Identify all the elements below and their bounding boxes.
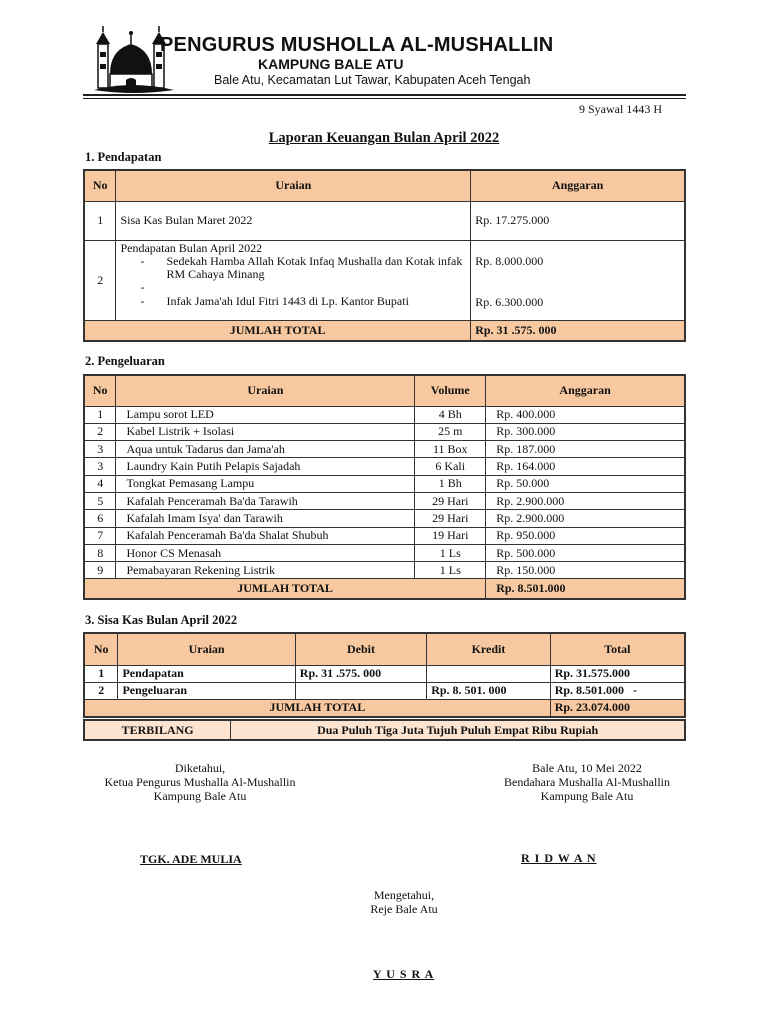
signature-block-center — [304, 888, 504, 916]
row-volume: 11 Box — [415, 441, 486, 458]
col-header-no: No — [84, 633, 118, 665]
income-group-title: Pendapatan Bulan April 2022 — [120, 240, 263, 255]
signature-org: Kampung Bale Atu — [540, 789, 634, 803]
row-no: 7 — [84, 527, 116, 544]
row-uraian: Kafalah Penceramah Ba'da Shalat Shubuh — [116, 527, 415, 544]
table-row — [84, 562, 685, 579]
row-no: 2 — [84, 423, 116, 440]
signature-role: Reje Bale Atu — [370, 902, 438, 916]
row-no: 2 — [84, 240, 116, 320]
col-header-debit: Debit — [295, 633, 426, 665]
table-row — [84, 423, 685, 440]
col-header-total: Total — [550, 633, 685, 665]
col-header-uraian: Uraian — [116, 170, 471, 201]
col-header-uraian: Uraian — [118, 633, 295, 665]
row-volume: 29 Hari — [415, 510, 486, 527]
row-uraian: Sisa Kas Bulan Maret 2022 — [116, 201, 471, 240]
row-anggaran: Rp. 300.000 — [486, 423, 685, 440]
table-row — [84, 682, 685, 699]
income-amount: Rp. 8.000.000 — [475, 253, 544, 268]
list-item — [120, 255, 466, 281]
terbilang-value: Dua Puluh Tiga Juta Tujuh Puluh Empat Ribu Rupiah — [231, 720, 685, 740]
row-anggaran: Rp. 400.000 — [486, 406, 685, 423]
header-divider-thin — [83, 98, 686, 99]
row-no: 1 — [84, 406, 116, 423]
row-uraian: Pemabayaran Rekening Listrik — [116, 562, 415, 579]
table-row — [84, 527, 685, 544]
col-header-anggaran: Anggaran — [471, 170, 685, 201]
table-row — [84, 510, 685, 527]
village-name: KAMPUNG BALE ATU — [258, 56, 404, 72]
row-volume: 1 Ls — [415, 544, 486, 561]
total-label: JUMLAH TOTAL — [84, 320, 471, 341]
row-kredit: Rp. 8. 501. 000 — [427, 682, 551, 699]
row-debit: Rp. 31 .575. 000 — [295, 665, 426, 682]
row-anggaran: Rp. 2.900.000 — [486, 510, 685, 527]
terbilang-table — [83, 719, 686, 741]
row-anggaran — [471, 240, 685, 320]
balance-table — [83, 632, 686, 718]
row-no: 1 — [84, 201, 116, 240]
col-header-no: No — [84, 170, 116, 201]
total-label: JUMLAH TOTAL — [84, 579, 486, 599]
row-no: 5 — [84, 492, 116, 509]
row-no: 2 — [84, 682, 118, 699]
row-volume: 6 Kali — [415, 458, 486, 475]
table-row — [84, 544, 685, 561]
row-anggaran: Rp. 50.000 — [486, 475, 685, 492]
expense-table — [83, 374, 686, 600]
col-header-volume: Volume — [415, 375, 486, 406]
row-volume: 19 Hari — [415, 527, 486, 544]
total-row — [84, 699, 685, 717]
table-row — [84, 458, 685, 475]
row-volume: 29 Hari — [415, 492, 486, 509]
row-anggaran: Rp. 2.900.000 — [486, 492, 685, 509]
row-uraian: Lampu sorot LED — [116, 406, 415, 423]
table-row — [84, 441, 685, 458]
org-address: Bale Atu, Kecamatan Lut Tawar, Kabupaten Aceh Tengah — [214, 73, 531, 87]
section-heading-pengeluaran: 2. Pengeluaran — [85, 354, 165, 368]
row-no: 4 — [84, 475, 116, 492]
row-no: 3 — [84, 441, 116, 458]
row-total: Rp. 8.501.000 - — [550, 682, 685, 699]
row-anggaran: Rp. 164.000 — [486, 458, 685, 475]
income-item-label: Infak Jama'ah Idul Fitri 1443 di Lp. Kantor Bupati — [166, 293, 409, 308]
signature-name-left: TGK. ADE MULIA — [140, 852, 242, 866]
table-row — [84, 201, 685, 240]
total-value: Rp. 31 .575. 000 — [471, 320, 685, 341]
row-anggaran: Rp. 17.275.000 — [471, 201, 685, 240]
signature-caption: Diketahui, — [174, 761, 226, 775]
row-total: Rp. 31.575.000 — [550, 665, 685, 682]
col-header-uraian: Uraian — [116, 375, 415, 406]
signature-org: Kampung Bale Atu — [153, 789, 247, 803]
org-name: PENGURUS MUSHOLLA AL-MUSHALLIN — [160, 34, 554, 56]
row-uraian: Kafalah Imam Isya' dan Tarawih — [116, 510, 415, 527]
row-no: 8 — [84, 544, 116, 561]
signature-block-right — [466, 761, 708, 803]
signature-name-center: Y U S R A — [373, 967, 435, 981]
signature-caption: Bale Atu, 10 Mei 2022 — [532, 761, 642, 775]
row-uraian: Kabel Listrik + Isolasi — [116, 423, 415, 440]
total-label: JUMLAH TOTAL — [84, 699, 550, 717]
signature-role: Ketua Pengurus Mushalla Al-Mushallin — [104, 775, 296, 789]
row-anggaran: Rp. 500.000 — [486, 544, 685, 561]
table-row — [84, 492, 685, 509]
income-amount: Rp. 6.300.000 — [475, 294, 544, 309]
row-no: 9 — [84, 562, 116, 579]
row-kredit — [427, 665, 551, 682]
row-uraian: Honor CS Menasah — [116, 544, 415, 561]
row-no: 6 — [84, 510, 116, 527]
col-header-anggaran: Anggaran — [486, 375, 685, 406]
income-item-label: Sedekah Hamba Allah Kotak Infaq Mushalla dan Kotak infak RM Cahaya Minang — [166, 253, 463, 281]
row-uraian: Pengeluaran — [118, 682, 295, 699]
row-volume: 4 Bh — [415, 406, 486, 423]
col-header-no: No — [84, 375, 116, 406]
row-volume: 25 m — [415, 423, 486, 440]
bullet-dash: - — [140, 293, 145, 308]
row-no: 1 — [84, 665, 118, 682]
table-row — [84, 240, 685, 320]
section-heading-pendapatan: 1. Pendapatan — [85, 150, 162, 164]
section-heading-sisa-kas: 3. Sisa Kas Bulan April 2022 — [85, 613, 238, 627]
bullet-dash: - — [140, 279, 145, 294]
total-row — [84, 579, 685, 599]
signature-name-right: R I D W A N — [521, 851, 597, 865]
signature-role: Bendahara Mushalla Al-Mushallin — [504, 775, 670, 789]
signature-caption: Mengetahui, — [373, 888, 435, 902]
row-anggaran: Rp. 187.000 — [486, 441, 685, 458]
list-item — [120, 295, 466, 308]
row-no: 3 — [84, 458, 116, 475]
row-debit — [295, 682, 426, 699]
row-volume: 1 Bh — [415, 475, 486, 492]
table-row — [84, 475, 685, 492]
total-value: Rp. 23.074.000 — [550, 699, 685, 717]
hijri-date: 9 Syawal 1443 H — [579, 102, 662, 116]
total-value: Rp. 8.501.000 — [486, 579, 685, 599]
row-uraian: Pendapatan — [118, 665, 295, 682]
row-uraian: Kafalah Penceramah Ba'da Tarawih — [116, 492, 415, 509]
row-uraian: Laundry Kain Putih Pelapis Sajadah — [116, 458, 415, 475]
header-divider — [83, 94, 686, 96]
table-row — [84, 406, 685, 423]
income-table — [83, 169, 686, 342]
row-uraian: Aqua untuk Tadarus dan Jama'ah — [116, 441, 415, 458]
row-uraian — [116, 240, 471, 320]
terbilang-label: TERBILANG — [84, 720, 231, 740]
bullet-dash: - — [140, 253, 145, 268]
expense-rows — [84, 406, 685, 579]
row-uraian: Tongkat Pemasang Lampu — [116, 475, 415, 492]
report-title — [0, 130, 768, 147]
table-row — [84, 665, 685, 682]
row-anggaran: Rp. 950.000 — [486, 527, 685, 544]
signature-block-left — [60, 761, 340, 803]
col-header-kredit: Kredit — [427, 633, 551, 665]
report-title-text: Laporan Keuangan Bulan April 2022 — [268, 130, 500, 146]
list-item — [120, 281, 466, 294]
row-anggaran: Rp. 150.000 — [486, 562, 685, 579]
row-volume: 1 Ls — [415, 562, 486, 579]
total-row — [84, 320, 685, 341]
